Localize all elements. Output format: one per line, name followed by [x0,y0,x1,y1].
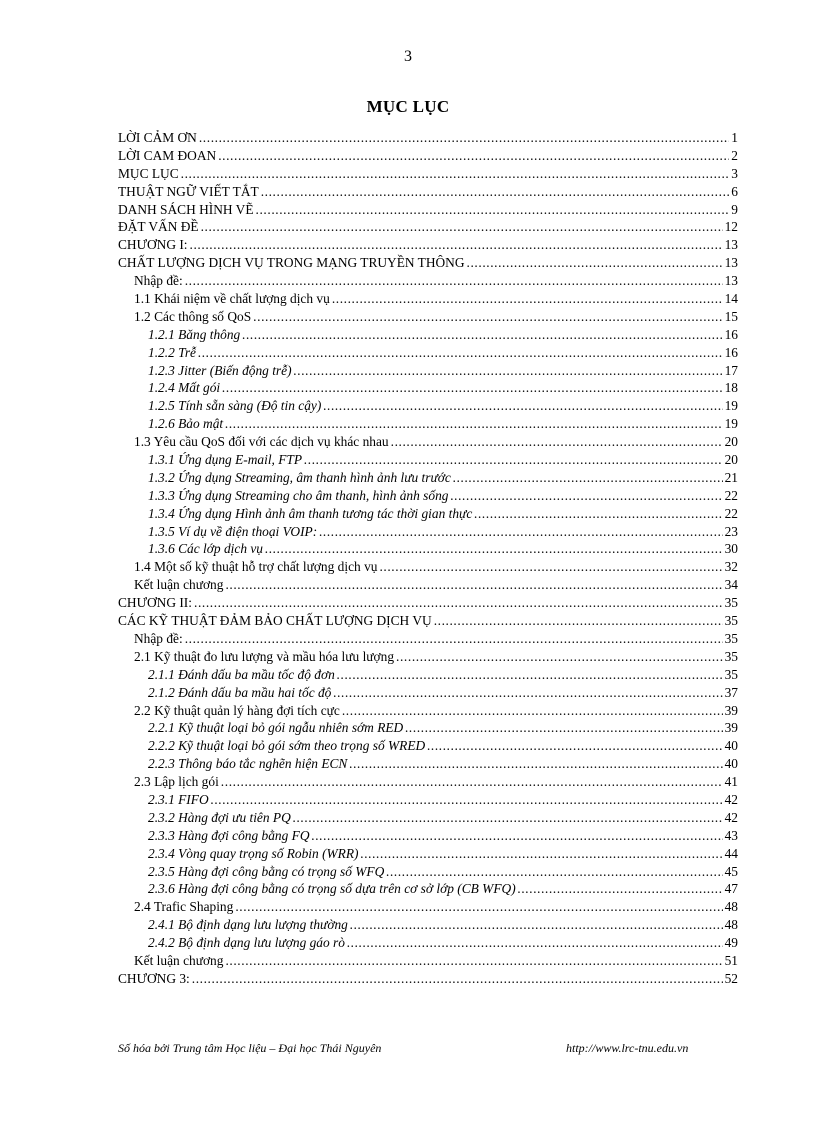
toc-entry-title: 2.2.3 Thông báo tắc nghẽn hiện ECN [148,756,348,772]
toc-entry[interactable] [118,809,738,827]
toc-entry-title: 2.3.1 FIFO [148,791,209,807]
toc-entry[interactable] [118,827,738,845]
toc-entry[interactable] [118,147,738,165]
toc-entry-title: 2.3.5 Hàng đợi công bằng có trọng số WFQ [148,863,385,879]
toc-entry[interactable] [118,254,738,272]
toc-entry-title: 1.3.4 Ứng dụng Hình ảnh âm thanh tương tác thời gian thực [148,505,473,521]
toc-leader-dots [235,898,722,916]
toc-entry[interactable] [118,236,738,254]
toc-entry-title: CHẤT LƯỢNG DỊCH VỤ TRONG MẠNG TRUYỀN THÔNG [118,255,465,271]
toc-leader-dots [265,540,723,558]
toc-leader-dots [185,630,723,648]
toc-entry-page: 6 [731,183,738,199]
toc-leader-dots [332,290,723,308]
toc-entry-title: 1.2.3 Jitter (Biến động trễ) [148,362,292,378]
toc-leader-dots [427,737,722,755]
toc-entry[interactable] [118,898,738,916]
toc-entry-page: 13 [724,237,738,253]
toc-entry[interactable] [118,469,738,487]
toc-leader-dots [199,129,729,147]
toc-leader-dots [386,863,722,881]
toc-entry-title: CÁC KỸ THUẬT ĐẢM BẢO CHẤT LƯỢNG DỊCH VỤ [118,613,432,629]
toc-entry[interactable] [118,308,738,326]
toc-entry-title: 2.2.2 Kỹ thuật loại bỏ gói sớm theo trọng số WRED [148,738,426,754]
toc-entry-page: 39 [724,702,738,718]
toc-entry-title: Nhập đề: [134,630,183,646]
toc-leader-dots [312,827,723,845]
toc-entry-title: 2.2 Kỹ thuật quản lý hàng đợi tích cực [134,702,340,718]
toc-entry-title: CHƯƠNG I: [118,237,188,253]
toc-entry-page: 15 [724,308,738,324]
toc-entry[interactable] [118,612,738,630]
toc-entry-page: 37 [724,684,738,700]
toc-entry-page: 2 [731,147,738,163]
toc-entry-page: 9 [731,201,738,217]
toc-leader-dots [350,916,723,934]
toc-entry-page: 44 [724,845,738,861]
toc-leader-dots [181,165,730,183]
toc-entry-page: 19 [724,416,738,432]
footer-source: Số hóa bởi Trung tâm Học liệu – Đại học Thái Nguyên [118,1041,382,1055]
toc-entry-title: 1.1 Khái niệm về chất lượng dịch vụ [134,291,330,307]
toc-entry-page: 51 [724,952,738,968]
toc-entry[interactable] [118,487,738,505]
toc-entry-page: 23 [724,523,738,539]
toc-entry-page: 3 [731,165,738,181]
toc-leader-dots [261,183,730,201]
toc-entry[interactable] [118,451,738,469]
table-of-contents [118,129,738,988]
toc-entry-title: 2.1 Kỹ thuật đo lưu lượng và mầu hóa lưu lượng [134,648,395,664]
toc-entry[interactable] [118,165,738,183]
toc-leader-dots [450,487,722,505]
toc-entry[interactable] [118,684,738,702]
toc-entry-title: 2.1.1 Đánh dấu ba mầu tốc độ đơn [148,666,335,682]
toc-leader-dots [222,379,722,397]
toc-entry-page: 19 [724,398,738,414]
toc-entry[interactable] [118,326,738,344]
toc-entry[interactable] [118,523,738,541]
toc-entry-title: 2.4.1 Bộ định dạng lưu lượng thường [148,917,348,933]
toc-leader-dots [347,934,723,952]
toc-entry[interactable] [118,863,738,881]
toc-entry[interactable] [118,791,738,809]
toc-entry-title: 2.2.1 Kỹ thuật loại bỏ gói ngẫu nhiên sớm RED [148,720,404,736]
toc-entry-title: 1.2.6 Bảo mật [148,416,224,432]
toc-leader-dots [333,684,722,702]
toc-entry-page: 30 [724,541,738,557]
toc-entry-page: 20 [724,452,738,468]
toc-entry-title: CHƯƠNG 3: [118,970,190,986]
toc-entry-title: 2.3.4 Vòng quay trọng số Robin (WRR) [148,845,359,861]
toc-leader-dots [194,594,723,612]
toc-leader-dots [434,612,723,630]
toc-entry-page: 21 [724,469,738,485]
toc-entry[interactable] [118,433,738,451]
toc-entry-page: 35 [724,648,738,664]
toc-leader-dots [190,236,723,254]
toc-entry-page: 49 [724,935,738,951]
toc-leader-dots [225,952,722,970]
toc-entry[interactable] [118,201,738,219]
toc-entry-page: 40 [724,738,738,754]
toc-entry-page: 32 [724,559,738,575]
toc-entry[interactable] [118,845,738,863]
toc-entry-page: 48 [724,917,738,933]
toc-entry[interactable] [118,594,738,612]
toc-entry[interactable] [118,129,738,147]
toc-entry[interactable] [118,415,738,433]
toc-entry[interactable] [118,702,738,720]
toc-entry[interactable] [118,719,738,737]
toc-leader-dots [304,451,723,469]
toc-entry-page: 18 [724,380,738,396]
toc-entry-title: 2.3.3 Hàng đợi công bằng FQ [148,827,310,843]
toc-entry[interactable] [118,558,738,576]
toc-leader-dots [319,523,722,541]
toc-entry-title: Nhập đề: [134,273,183,289]
toc-entry[interactable] [118,362,738,380]
toc-leader-dots [293,809,723,827]
toc-entry-title: 1.2.5 Tính sẵn sàng (Độ tin cậy) [148,398,322,414]
toc-entry[interactable] [118,880,738,898]
toc-entry-page: 14 [724,291,738,307]
toc-leader-dots [474,505,722,523]
toc-entry[interactable] [118,755,738,773]
toc-entry-page: 1 [731,130,738,145]
toc-entry-page: 16 [724,326,738,342]
toc-entry-page: 47 [724,881,738,897]
toc-leader-dots [337,666,723,684]
toc-entry-page: 35 [724,630,738,646]
toc-entry-title: Kết luận chương [134,952,224,968]
toc-entry-page: 22 [724,505,738,521]
toc-entry[interactable] [118,540,738,558]
toc-leader-dots [211,791,723,809]
toc-leader-dots [349,755,722,773]
toc-entry-page: 40 [724,756,738,772]
toc-entry-page: 41 [724,774,738,790]
toc-entry-page: 12 [724,219,738,235]
toc-entry-title: LỜI CAM ĐOAN [118,147,217,163]
toc-leader-dots [201,218,723,236]
toc-entry[interactable] [118,183,738,201]
toc-entry[interactable] [118,576,738,594]
toc-entry-page: 35 [724,595,738,611]
toc-entry-page: 16 [724,344,738,360]
toc-entry[interactable] [118,666,738,684]
toc-entry-title: 1.2.2 Trễ [148,344,196,360]
page-number: 3 [404,48,412,65]
toc-entry-page: 48 [724,899,738,915]
toc-leader-dots [225,415,722,433]
toc-entry-page: 35 [724,613,738,629]
toc-leader-dots [253,308,722,326]
toc-entry-title: 1.2.1 Băng thông [148,326,241,342]
toc-entry-title: 2.4 Trafic Shaping [134,899,234,915]
toc-leader-dots [221,773,723,791]
toc-entry[interactable] [118,397,738,415]
toc-entry-title: 2.3 Lập lịch gói [134,774,219,790]
toc-entry[interactable] [118,272,738,290]
toc-entry-page: 34 [724,577,738,593]
toc-entry-page: 22 [724,487,738,503]
toc-entry[interactable] [118,344,738,362]
toc-leader-dots [256,201,730,219]
toc-entry-title: 1.3.6 Các lớp dịch vụ [148,541,263,557]
toc-leader-dots [192,970,723,988]
toc-entry[interactable] [118,218,738,236]
toc-entry-title: 2.3.6 Hàng đợi công bằng có trọng số dựa trên cơ sở lớp (CB WFQ) [148,881,516,897]
toc-entry-page: 52 [724,970,738,986]
toc-entry-title: DANH SÁCH HÌNH VẼ [118,201,254,217]
toc-entry-page: 45 [724,863,738,879]
toc-entry[interactable] [118,934,738,952]
toc-entry-page: 42 [724,809,738,825]
toc-entry[interactable] [118,290,738,308]
toc-entry-title: 2.3.2 Hàng đợi ưu tiên PQ [148,809,291,825]
toc-entry-title: ĐẶT VẤN ĐỀ [118,219,199,235]
toc-entry-page: 13 [724,255,738,271]
toc-entry-title: Kết luận chương [134,577,224,593]
toc-entry-page: 13 [724,273,738,289]
toc-entry[interactable] [118,952,738,970]
page-title: MỤC LỤC [366,97,450,116]
toc-entry-page: 43 [724,827,738,843]
toc-entry-title: MỤC LỤC [118,165,179,181]
toc-leader-dots [379,558,722,576]
toc-entry[interactable] [118,916,738,934]
toc-entry-title: CHƯƠNG II: [118,595,192,611]
toc-entry-page: 17 [724,362,738,378]
toc-entry[interactable] [118,379,738,397]
toc-entry-title: THUẬT NGỮ VIẾT TẮT [118,183,259,199]
toc-entry-page: 35 [724,666,738,682]
toc-entry-title: 1.3.3 Ứng dụng Streaming cho âm thanh, hình ảnh sống [148,487,449,503]
toc-entry[interactable] [118,970,738,988]
footer-url[interactable]: http://www.lrc-tnu.edu.vn [566,1041,689,1055]
toc-leader-dots [198,344,723,362]
toc-leader-dots [342,702,723,720]
toc-leader-dots [396,648,723,666]
toc-entry-title: LỜI CẢM ƠN [118,130,197,145]
toc-entry[interactable] [118,630,738,648]
toc-leader-dots [185,272,723,290]
toc-leader-dots [391,433,723,451]
toc-entry[interactable] [118,773,738,791]
toc-entry-title: 1.4 Một số kỹ thuật hỗ trợ chất lượng dịch vụ [134,559,378,575]
toc-leader-dots [225,576,722,594]
toc-entry-title: 1.3 Yêu cầu QoS đối với các dịch vụ khác nhau [134,434,389,450]
toc-entry-title: 1.2.4 Mất gói [148,380,221,396]
toc-entry-title: 1.3.2 Ứng dụng Streaming, âm thanh hình ảnh lưu trước [148,469,451,485]
toc-leader-dots [242,326,722,344]
toc-entry[interactable] [118,648,738,666]
toc-entry-page: 42 [724,791,738,807]
toc-leader-dots [323,397,722,415]
toc-entry-title: 1.3.5 Ví dụ về điện thoại VOIP: [148,523,318,539]
toc-entry-title: 1.2 Các thông số QoS [134,308,252,324]
toc-leader-dots [218,147,729,165]
toc-entry-page: 20 [724,434,738,450]
toc-entry-title: 2.4.2 Bộ định dạng lưu lượng gáo rò [148,935,345,951]
toc-leader-dots [361,845,723,863]
toc-entry[interactable] [118,505,738,523]
toc-entry[interactable] [118,737,738,755]
toc-entry-title: 2.1.2 Đánh dấu ba mầu hai tốc độ [148,684,332,700]
toc-leader-dots [518,880,723,898]
toc-leader-dots [294,362,723,380]
toc-entry-title: 1.3.1 Ứng dụng E-mail, FTP [148,452,303,468]
toc-leader-dots [405,719,722,737]
toc-leader-dots [467,254,723,272]
toc-leader-dots [453,469,723,487]
toc-entry-page: 39 [724,720,738,736]
